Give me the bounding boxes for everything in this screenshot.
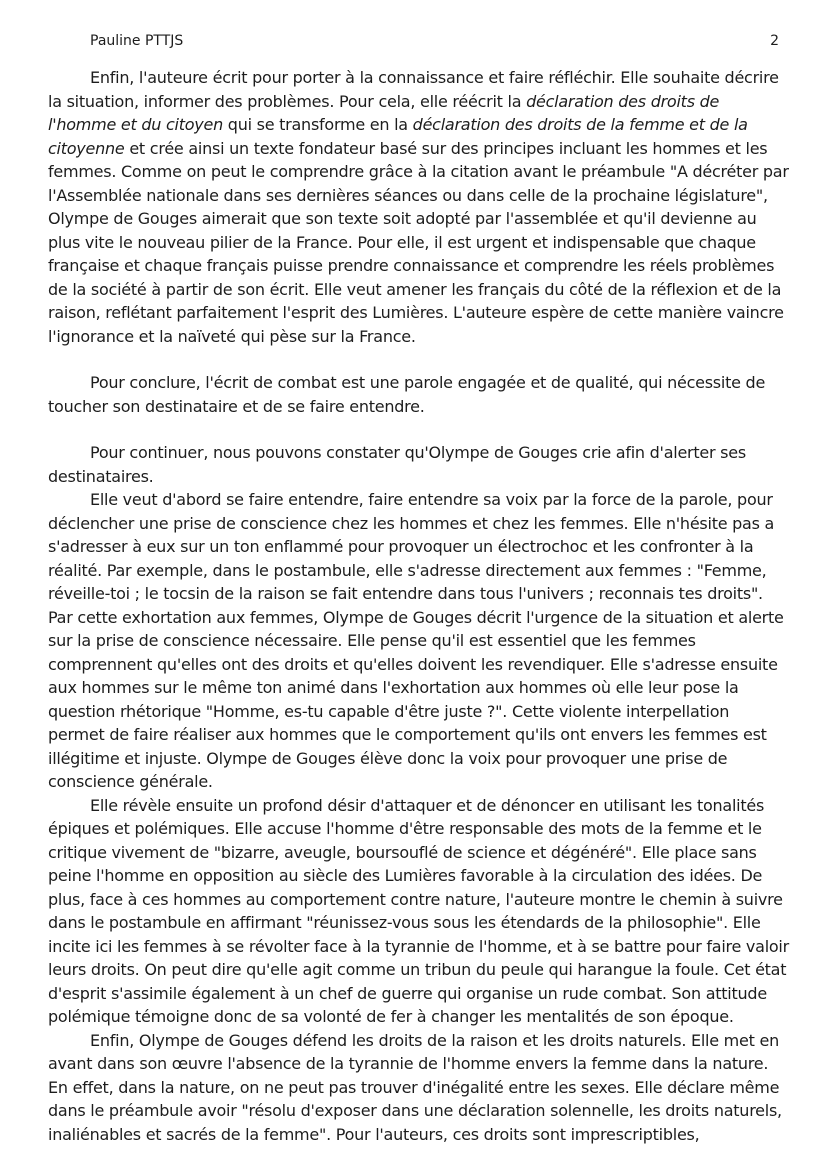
- paragraph: Enfin, Olympe de Gouges défend les droits de la raison et les droits naturels. Elle met en avant dans son œuvre l'absence de la tyrannie de l'homme envers la femme dans la nature. En effet, dans la nature, on ne peut pas trouver d'inégalité entre les sexes. Elle déclare même dans le préambule avoir "résolu d'exposer dans une déclaration solennelle, les droits naturels, inaliénables et sacrés de la femme". Pour l'auteurs, ces droits sont imprescriptibles,: [48, 1030, 782, 1144]
- paragraph: Pour continuer, nous pouvons constater qu'Olympe de Gouges crie afin d'alerter ses destinataires.: [48, 443, 746, 486]
- document-body: [48, 66, 790, 1146]
- paragraph: Enfin, l'auteure écrit pour porter à la connaissance et faire réfléchir. Elle souhaite décrire la situation, informer des problèmes. Pour cela, elle réécrit la déclaration des droits de l'homme et du citoyen qui se transforme en la déclaration des droits de la femme et de la citoyenne et crée ainsi un texte fondateur basé sur des principes incluant les hommes et les femmes. Comme on peut le comprendre grâce à la citation avant le préambule "A décréter par l'Assemblée nationale dans ses dernières séances ou dans celle de la prochaine législature", Olympe de Gouges aimerait que son texte soit adopté par l'assemblée et qu'il devienne au plus vite le nouveau pilier de la France. Pour elle, il est urgent et indispensable que chaque française et chaque français puisse prendre connaissance et comprendre les réels problèmes de la société à partir de son écrit. Elle veut amener les français du côté de la réflexion et de la raison, reflétant parfaitement l'esprit des Lumières. L'auteure espère de cette manière vaincre l'ignorance et la naïveté qui pèse sur la France.: [48, 68, 789, 346]
- page-header: [90, 33, 779, 53]
- paragraph: Pour conclure, l'écrit de combat est une parole engagée et de qualité, qui nécessite de toucher son destinataire et de se faire entendre.: [48, 373, 766, 416]
- paragraph: Elle révèle ensuite un profond désir d'attaquer et de dénoncer en utilisant les tonalités épiques et polémiques. Elle accuse l'homme d'être responsable des mots de la femme et le critique vivement de "bizarre, aveugle, boursouflé de science et dégénéré". Elle place sans peine l'homme en opposition au siècle des Lumières favorable à la circulation des idées. De plus, face à ces hommes au comportement contre nature, l'auteure montre le chemin à suivre dans le postambule en affirmant "réunissez-vous sous les étendards de la philosophie". Elle incite ici les femmes à se révolter face à la tyrannie de l'homme, et à se battre pour faire valoir leurs droits. On peut dire qu'elle agit comme un tribun du peule qui harangue la foule. Cet état d'esprit s'assimile également à un chef de guerre qui organise un rude combat. Son attitude polémique témoigne donc de sa volonté de fer à changer les mentalités de son époque.: [48, 795, 789, 1026]
- header-author: Pauline PTTJS: [90, 33, 184, 49]
- paragraph: Elle veut d'abord se faire entendre, faire entendre sa voix par la force de la parole, pour déclencher une prise de conscience chez les hommes et chez les femmes. Elle n'hésite pas a s'adresser à eux sur un ton enflammé pour provoquer un électrochoc et les confronter à la réalité. Par exemple, dans le postambule, elle s'adresse directement aux femmes : "Femme, réveille-toi ; le tocsin de la raison se fait entendre dans tous l'univers ; reconnais tes droits". Par cette exhortation aux femmes, Olympe de Gouges décrit l'urgence de la situation et alerte sur la prise de conscience nécessaire. Elle pense qu'il est essentiel que les femmes comprennent qu'elles ont des droits et qu'elles doivent les revendiquer. Elle s'adresse ensuite aux hommes sur le même ton animé dans l'exhortation aux hommes où elle leur pose la question rhétorique "Homme, es-tu capable d'être juste ?". Cette violente interpellation permet de faire réaliser aux hommes que le comportement qu'ils ont envers les femmes est illégitime et injuste. Olympe de Gouges élève donc la voix pour provoquer une prise de conscience générale.: [48, 490, 784, 791]
- page-number: 2: [770, 33, 779, 49]
